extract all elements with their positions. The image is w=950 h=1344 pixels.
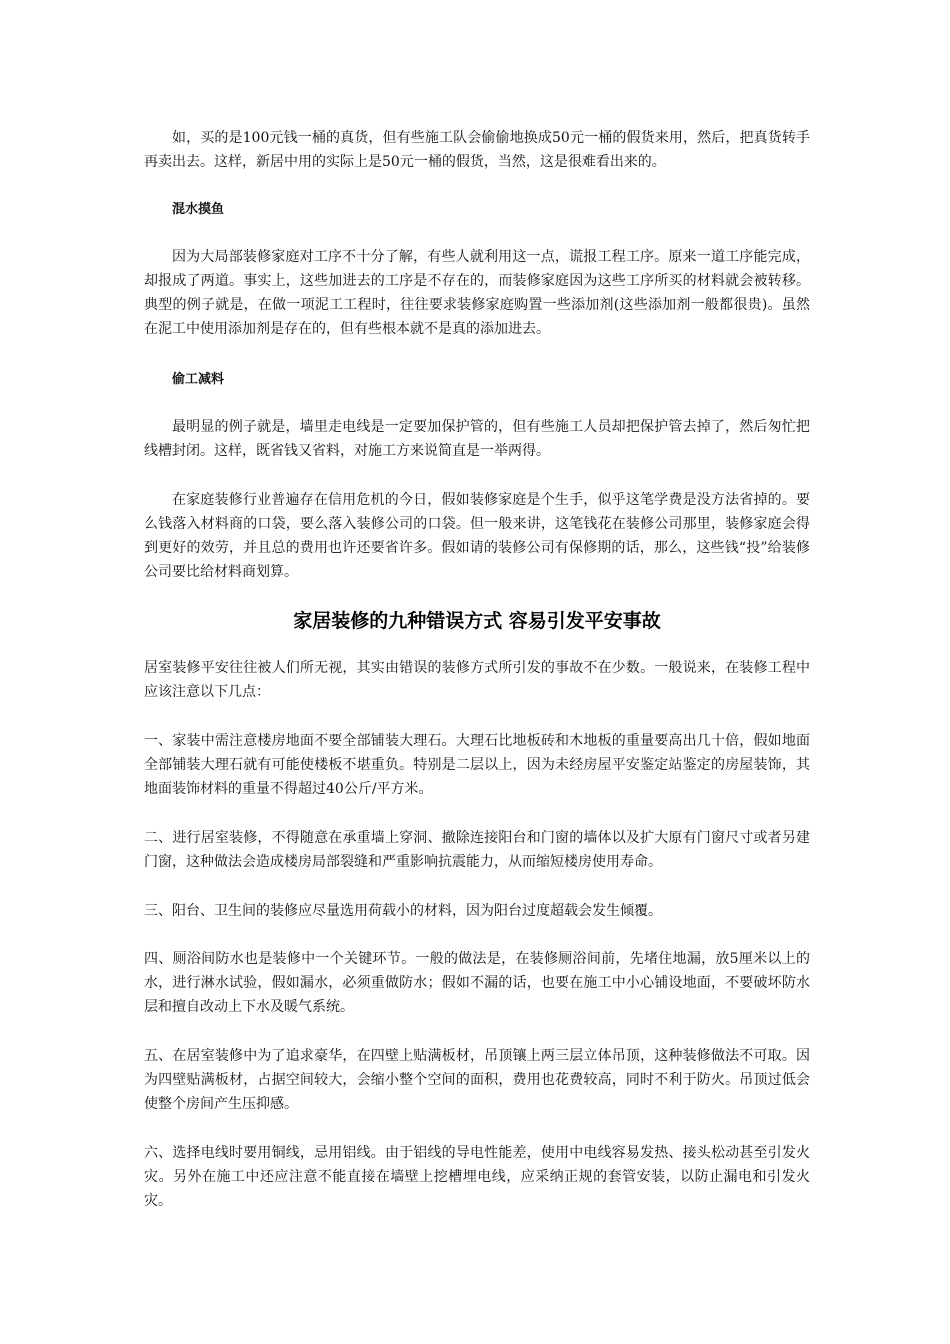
heading-cut-corners: 偷工减料 [172,372,225,387]
list-item-wall-panels: 五、在居室装修中为了追求豪华，在四壁上贴满板材，吊顶镶上两三层立体吊顶，这种装修做法不可取。因为四壁贴满板材，占据空间较大，会缩小整个空间的面积，费用也花费较高，同时不利于防火。吊顶过低会使整个房间产生压抑感。 [144,1048,810,1112]
paragraph-wire-tubes: 最明显的例子就是，墙里走电线是一定要加保护管的，但有些施工人员却把保护管去掉了，然后匆忙把线槽封闭。这样，既省钱又省料，对施工方来说简直是一举两得。 [144,419,810,459]
paragraph-false-procedures: 因为大局部装修家庭对工序不十分了解，有些人就利用这一点，谎报工程工序。原来一道工序能完成，却报成了两道。事实上，这些加进去的工序是不存在的，而装修家庭因为这些工序所买的材料就会被转移。典型的例子就是，在做一项泥工工程时，往往要求装修家庭购置一些添加剂(这些添加剂一般都很贵)。虽然在泥工中使用添加剂是存在的，但有些根本就不是真的添加进去。 [144,249,810,337]
paragraph-fake-goods: 如，买的是100元钱一桶的真货，但有些施工队会偷偷地换成50元一桶的假货来用，然后，把真货转手再卖出去。这样，新居中用的实际上是50元一桶的假货，当然，这是很难看出来的。 [144,130,810,170]
paragraph-intro: 居室装修平安往往被人们所无视，其实由错误的装修方式所引发的事故不在少数。一般说来，在装修工程中应该注意以下几点： [144,660,810,700]
section-title: 家居装修的九种错误方式 容易引发平安事故 [293,610,661,632]
paragraph-trust-crisis: 在家庭装修行业普遍存在信用危机的今日，假如装修家庭是个生手，似乎这笔学费是没方法省掉的。要么钱落入材料商的口袋，要么落入装修公司的口袋。但一般来讲，这笔钱花在装修公司那里，装修家庭会得到更好的效劳，并且总的费用也许还要省许多。假如请的装修公司有保修期的话，那么，这些钱“投”给装修公司要比给材料商划算。 [144,492,810,580]
list-item-load-bearing-wall: 二、进行居室装修，不得随意在承重墙上穿洞、撤除连接阳台和门窗的墙体以及扩大原有门窗尺寸或者另建门窗，这种做法会造成楼房局部裂缝和严重影响抗震能力，从而缩短楼房使用寿命。 [144,830,810,870]
heading-muddy-water: 混水摸鱼 [172,202,225,217]
list-item-marble: 一、家装中需注意楼房地面不要全部铺装大理石。大理石比地板砖和木地板的重量要高出几十倍，假如地面全部铺装大理石就有可能使楼板不堪重负。特别是二层以上，因为未经房屋平安鉴定站鉴定的房屋装饰，其地面装饰材料的重量不得超过40公斤/平方米。 [144,733,810,797]
list-item-waterproofing: 四、厕浴间防水也是装修中一个关键环节。一般的做法是，在装修厕浴间前，先堵住地漏，放5厘米以上的水，进行淋水试验，假如漏水，必须重做防水；假如不漏的话，也要在施工中小心铺设地面，不要破坏防水层和擅自改动上下水及暖气系统。 [144,951,810,1015]
list-item-copper-wire: 六、选择电线时要用铜线，忌用铝线。由于铝线的导电性能差，使用中电线容易发热、接头松动甚至引发火灾。另外在施工中还应注意不能直接在墙壁上挖槽埋电线，应采纳正规的套管安装，以防止漏电和引发火灾。 [144,1145,810,1209]
document-page [144,0,810,1344]
list-item-balcony: 三、阳台、卫生间的装修应尽量选用荷载小的材料，因为阳台过度超载会发生倾覆。 [144,903,662,919]
